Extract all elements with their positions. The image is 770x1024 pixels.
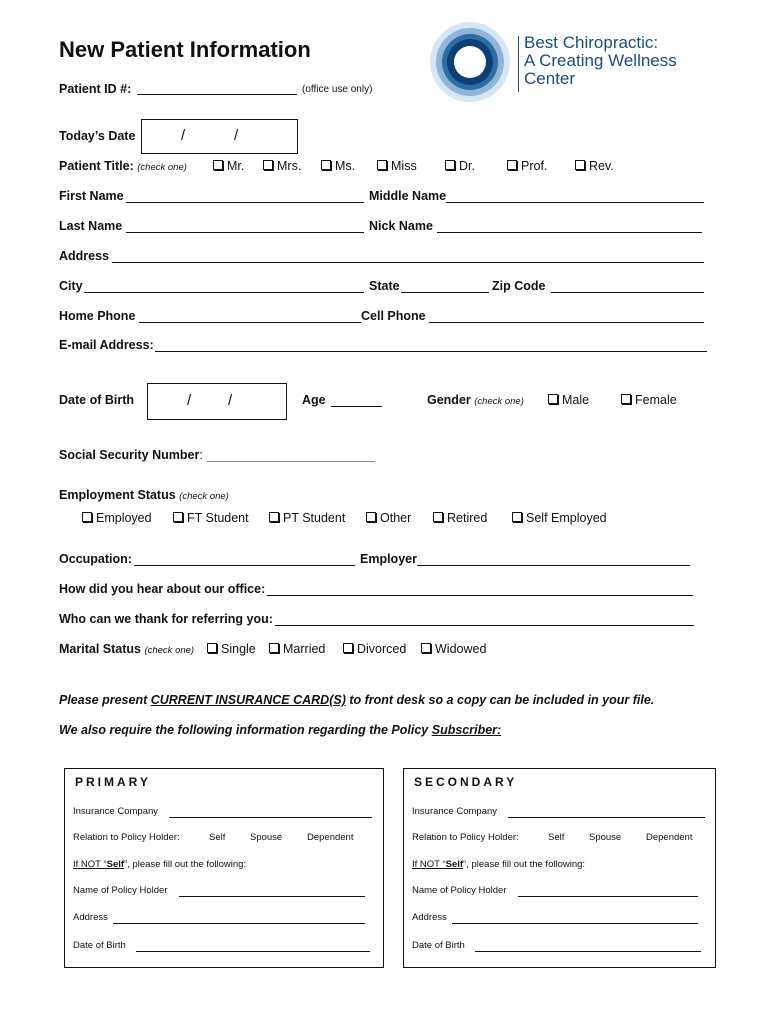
- checkbox-icon: [575, 160, 585, 170]
- checkbox-icon: [269, 643, 279, 653]
- heard-about-field[interactable]: [267, 595, 693, 596]
- title-option-rev[interactable]: Rev.: [575, 159, 614, 173]
- title-option-prof[interactable]: Prof.: [507, 159, 547, 173]
- checkbox-icon: [512, 512, 522, 522]
- checkbox-icon: [548, 394, 558, 404]
- logo-mark-icon: [428, 20, 512, 104]
- primary-relation-dependent[interactable]: Dependent: [307, 832, 354, 843]
- zip-label: Zip Code: [492, 279, 546, 293]
- page-title: New Patient Information: [59, 37, 311, 62]
- dob-field[interactable]: / /: [147, 383, 287, 420]
- age-field[interactable]: [331, 406, 382, 407]
- nick-name-field[interactable]: [437, 232, 702, 233]
- checkbox-icon: [366, 512, 376, 522]
- checkbox-icon: [343, 643, 353, 653]
- checkbox-icon: [263, 160, 273, 170]
- insurance-notice: Please present CURRENT INSURANCE CARD(S) to front desk so a copy can be included in your file.: [59, 693, 655, 707]
- secondary-company-label: Insurance Company: [412, 806, 498, 817]
- marital-option-single[interactable]: Single: [207, 642, 256, 656]
- checkbox-icon: [507, 160, 517, 170]
- middle-name-label: Middle Name: [369, 189, 447, 203]
- first-name-label: First Name: [59, 189, 124, 203]
- occupation-field[interactable]: [134, 565, 355, 566]
- nick-name-label: Nick Name: [369, 219, 433, 233]
- dob-label: Date of Birth: [59, 393, 134, 407]
- secondary-relation-spouse[interactable]: Spouse: [589, 832, 622, 843]
- secondary-relation-label: Relation to Policy Holder:: [412, 832, 519, 843]
- primary-if-not-self: If NOT “Self”, please fill out the following:: [73, 859, 247, 870]
- marital-option-divorced[interactable]: Divorced: [343, 642, 406, 656]
- primary-holder-field[interactable]: [179, 896, 365, 897]
- city-label: City: [59, 279, 83, 293]
- primary-company-label: Insurance Company: [73, 806, 159, 817]
- title-option-mr[interactable]: Mr.: [213, 159, 244, 173]
- cell-phone-label: Cell Phone: [361, 309, 426, 323]
- logo-text-2: A Creating Wellness: [524, 51, 677, 70]
- secondary-address-field[interactable]: [452, 923, 698, 924]
- secondary-holder-label: Name of Policy Holder: [412, 885, 507, 896]
- subscriber-notice: We also require the following information regarding the Policy Subscriber:: [59, 723, 502, 737]
- marital-option-widowed[interactable]: Widowed: [421, 642, 486, 656]
- cell-phone-field[interactable]: [429, 322, 704, 323]
- primary-holder-label: Name of Policy Holder: [73, 885, 168, 896]
- primary-address-label: Address: [73, 912, 108, 923]
- primary-relation-spouse[interactable]: Spouse: [250, 832, 283, 843]
- employment-option-self-employed[interactable]: Self Employed: [512, 511, 607, 525]
- age-label: Age: [302, 393, 326, 407]
- primary-relation-self[interactable]: Self: [209, 832, 226, 843]
- primary-insurance-box: [64, 768, 384, 968]
- primary-title: PRIMARY: [75, 775, 151, 789]
- primary-relation-label: Relation to Policy Holder:: [73, 832, 180, 843]
- address-label: Address: [59, 249, 110, 263]
- referring-label: Who can we thank for referring you:: [59, 612, 273, 626]
- primary-dob-field[interactable]: [136, 951, 370, 952]
- home-phone-field[interactable]: [139, 322, 361, 323]
- marital-option-married[interactable]: Married: [269, 642, 325, 656]
- primary-dob-label: Date of Birth: [73, 940, 126, 951]
- secondary-dob-label: Date of Birth: [412, 940, 465, 951]
- checkbox-icon: [621, 394, 631, 404]
- secondary-if-not-self: If NOT “Self”, please fill out the following:: [412, 859, 586, 870]
- checkbox-icon: [445, 160, 455, 170]
- checkbox-icon: [82, 512, 92, 522]
- secondary-company-field[interactable]: [508, 817, 705, 818]
- primary-address-field[interactable]: [113, 923, 365, 924]
- gender-option-male[interactable]: Male: [548, 393, 589, 407]
- checkbox-icon: [207, 643, 217, 653]
- title-option-dr[interactable]: Dr.: [445, 159, 475, 173]
- employment-option-employed[interactable]: Employed: [82, 511, 152, 525]
- employment-status-label: Employment Status (check one): [59, 488, 229, 502]
- logo-text-3: Center: [524, 69, 576, 88]
- employment-option-ft-student[interactable]: FT Student: [173, 511, 249, 525]
- employment-option-retired[interactable]: Retired: [433, 511, 487, 525]
- employer-field[interactable]: [417, 565, 690, 566]
- email-field[interactable]: [155, 351, 707, 352]
- secondary-dob-field[interactable]: [475, 951, 701, 952]
- city-field[interactable]: [84, 292, 364, 293]
- middle-name-field[interactable]: [446, 202, 704, 203]
- patient-id-field[interactable]: [137, 94, 297, 95]
- secondary-title: SECONDARY: [414, 775, 518, 789]
- secondary-relation-self[interactable]: Self: [548, 832, 565, 843]
- secondary-relation-dependent[interactable]: Dependent: [646, 832, 693, 843]
- gender-option-female[interactable]: Female: [621, 393, 677, 407]
- address-field[interactable]: [112, 262, 704, 263]
- logo-text-1: Best Chiropractic:: [524, 33, 659, 52]
- secondary-insurance-box: [403, 768, 716, 968]
- last-name-label: Last Name: [59, 219, 123, 233]
- email-label: E-mail Address:: [59, 338, 154, 352]
- checkbox-icon: [269, 512, 279, 522]
- heard-about-label: How did you hear about our office:: [59, 582, 266, 596]
- patient-id-label: Patient ID #:: [59, 82, 132, 96]
- office-use-note: (office use only): [302, 84, 373, 95]
- secondary-holder-field[interactable]: [518, 896, 698, 897]
- checkbox-icon: [213, 160, 223, 170]
- employer-label: Employer: [360, 552, 417, 566]
- checkbox-icon: [421, 643, 431, 653]
- first-name-field[interactable]: [126, 202, 364, 203]
- title-option-miss[interactable]: Miss: [377, 159, 417, 173]
- todays-date-field[interactable]: / /: [141, 119, 298, 154]
- logo: [428, 24, 688, 102]
- title-option-mrs[interactable]: Mrs.: [263, 159, 301, 173]
- checkbox-icon: [321, 160, 331, 170]
- last-name-field[interactable]: [126, 232, 364, 233]
- ssn-label: Social Security Number:: [59, 448, 203, 462]
- todays-date-label: Today’s Date: [59, 129, 136, 143]
- state-field[interactable]: [401, 292, 489, 293]
- secondary-address-label: Address: [412, 912, 447, 923]
- state-label: State: [369, 279, 400, 293]
- checkbox-icon: [377, 160, 387, 170]
- ssn-field[interactable]: [207, 461, 375, 462]
- employment-option-pt-student[interactable]: PT Student: [269, 511, 345, 525]
- referring-field[interactable]: [275, 625, 694, 626]
- marital-status-label: Marital Status (check one): [59, 642, 195, 656]
- primary-company-field[interactable]: [169, 817, 372, 818]
- checkbox-icon: [433, 512, 443, 522]
- occupation-label: Occupation:: [59, 552, 132, 566]
- employment-option-other[interactable]: Other: [366, 511, 411, 525]
- patient-title-label: Patient Title: (check one): [59, 159, 187, 173]
- title-option-ms[interactable]: Ms.: [321, 159, 355, 173]
- zip-field[interactable]: [551, 292, 704, 293]
- gender-label: Gender (check one): [427, 393, 524, 407]
- home-phone-label: Home Phone: [59, 309, 136, 323]
- checkbox-icon: [173, 512, 183, 522]
